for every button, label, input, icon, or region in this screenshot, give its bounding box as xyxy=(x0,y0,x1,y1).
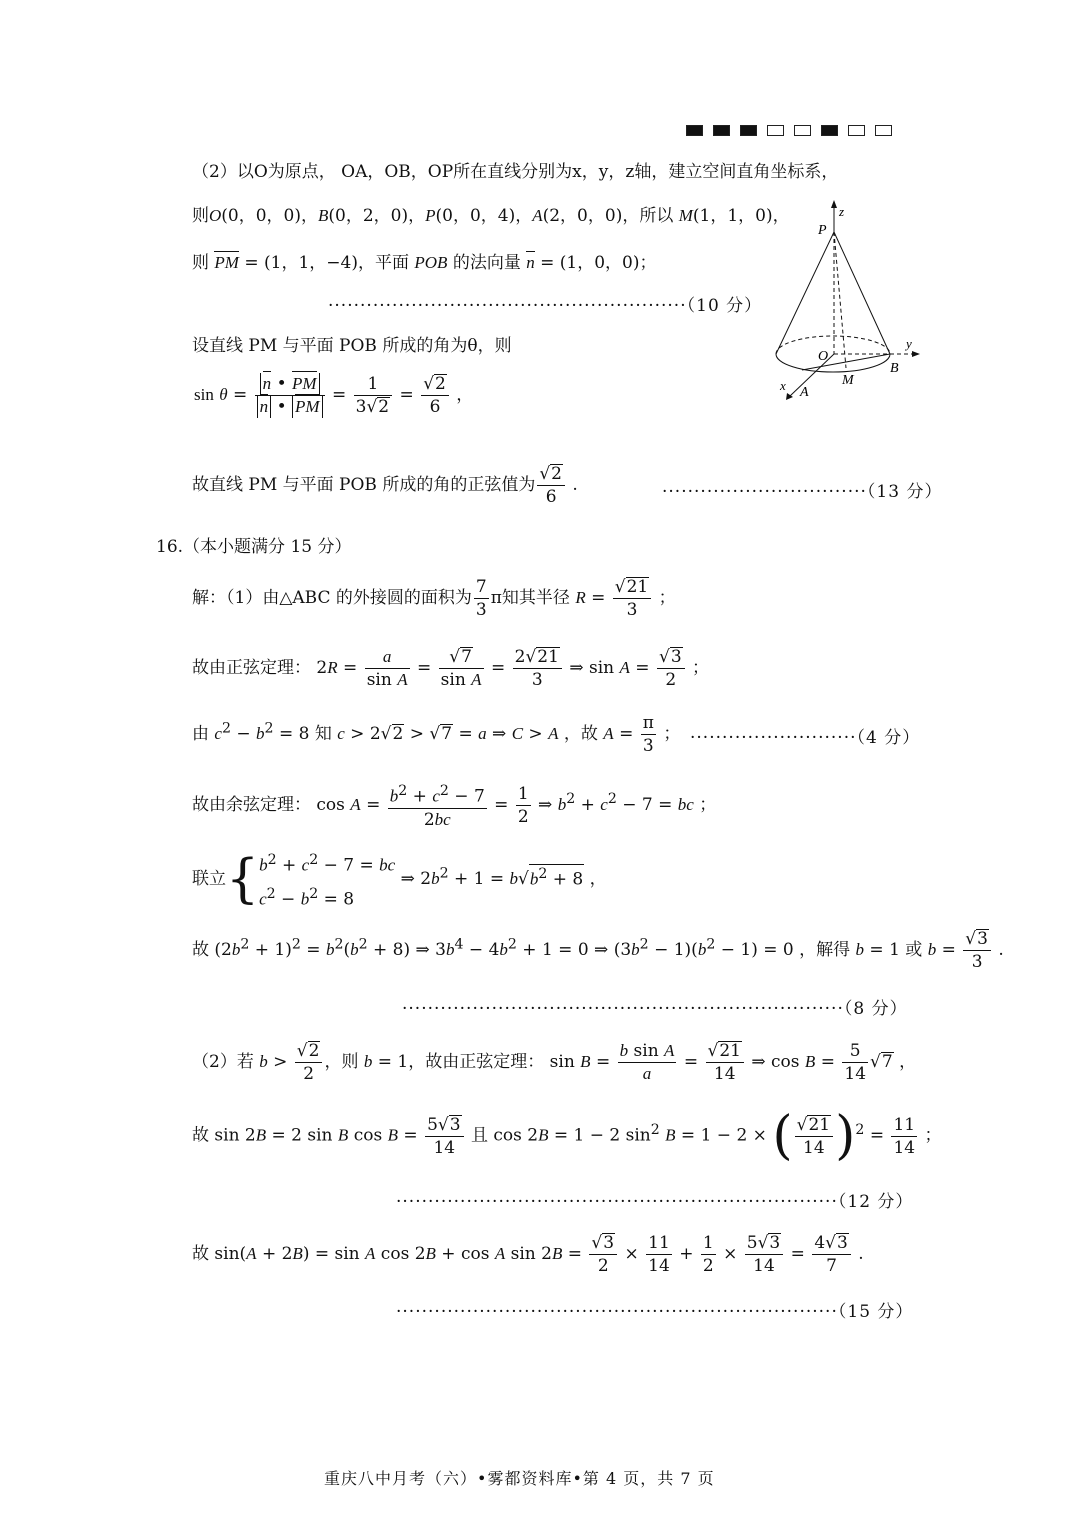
label-P: P xyxy=(818,223,827,238)
page-footer: 重庆八中月考（六）•雾都资料库•第 4 页，共 7 页 xyxy=(324,1469,715,1488)
PM-line xyxy=(834,232,846,368)
set-angle-line: 设直线 PM 与平面 POB 所成的角为θ，则 xyxy=(192,336,512,356)
header-marks xyxy=(676,121,892,141)
header-mark-empty xyxy=(875,125,892,136)
label-x: x xyxy=(780,378,786,393)
part2-intro: （2）以O为原点， OA，OB，OP所在直线分别为x，y，z轴，建立空间直角坐标系， xyxy=(192,162,839,182)
label-y: y xyxy=(906,336,912,351)
sol1-line: 解：（1）由△ABC 的外接圆的面积为 $\frac{7}{3}$ π知其半径 R = $\frac{√21}{3}$ ； xyxy=(192,577,676,620)
label-z: z xyxy=(839,204,845,219)
coordinates-line: 则O(0，0，0)，B(0，2，0)，P(0，0，4)，A(2，0，0)，所以 M(1，1，0)， xyxy=(192,206,790,226)
c-b-line: 由 $c^2 - b^2 = 8$ 知 c > 2√2 > √7 = a ⇒ C > A ，故 A = $\frac{\pi}{3}$ ； xyxy=(192,713,681,756)
header-mark-filled xyxy=(713,125,730,136)
sin-theta-formula: sin θ = $\frac{n • PM}{n • PM}$ = $\frac{1}{3√2}$ = $\frac{√2}{6}$ ， xyxy=(194,374,474,417)
score-dots-12: ·····································································（12 分） xyxy=(396,1192,914,1212)
score-10: （10 分） xyxy=(686,296,763,316)
part2-line: （2）若 b > $\frac{√2}{2}$ ，则 b = 1，故由正弦定理： sin B = $\frac{\text{b sin A}}{a}$ = $\frac{√21}{14}$ ⇒ cos B = $\frac{5}{14}$ √7 ， xyxy=(192,1041,917,1084)
score-13: （13 分） xyxy=(866,482,943,502)
score-8: （8 分） xyxy=(843,999,908,1019)
cone-right-edge xyxy=(834,232,890,354)
system-line: 联立{$b^2 + c^2 - 7$ = bc $c^2 - b^2 = 8$ ⇒ $2b^2 + 1 = b√b^2 + 8$ ， xyxy=(192,849,607,910)
solve-line: 故 $(2b^2 + 1)^2 = b^2(b^2 + 8)$ ⇒ $3b^4 - 4b^2 + 1 = 0$ ⇒ $(3b^2 - 1)(b^2 - 1) = 0$ ，解得 b = 1 或 b = $\frac{√3}{3}$ . xyxy=(192,929,1004,972)
score-dots-10: ························································（10 分） xyxy=(328,296,763,316)
z-arrow xyxy=(831,200,837,208)
y-arrow xyxy=(912,351,920,357)
conclusion-line: 故直线 PM 与平面 POB 所成的角的正弦值为 $\frac{√2}{6}$ . xyxy=(192,464,578,507)
sine-law-line: 故由正弦定理： 2R = $\frac{a}{\text{sin A}}$ = $\frac{√7}{\text{sin A}}$ = $\frac{2√21}{3}$ ⇒ sin A = $\frac{√3}{2}$ ； xyxy=(192,647,710,690)
header-mark-empty xyxy=(794,125,811,136)
header-mark-empty xyxy=(848,125,865,136)
header-mark-filled xyxy=(686,125,703,136)
score-dots-15: ·····································································（15 分） xyxy=(396,1302,914,1322)
sin2b-line: 故 sin 2B = 2 sin B cos B = $\frac{5√3}{14}$ 且 cos 2B = 1 − 2 $\sin^2 B = 1 - 2$ × ( $\frac{√21}{14}$ )$^2$ = $\frac{11}{14}$ ； xyxy=(192,1106,942,1166)
score-12: （12 分） xyxy=(837,1192,914,1212)
score-dots-8: ·····································································（8 分） xyxy=(402,999,908,1019)
score-dots-4: ··························（4 分） xyxy=(690,728,921,748)
score-15: （15 分） xyxy=(837,1302,914,1322)
score-dots-13: ································（13 分） xyxy=(662,482,943,502)
header-mark-filled xyxy=(740,125,757,136)
cone-figure xyxy=(766,196,926,406)
label-M: M xyxy=(842,373,854,388)
cone-left-edge xyxy=(776,232,834,354)
label-B: B xyxy=(890,361,899,376)
label-O: O xyxy=(818,349,829,364)
header-mark-filled xyxy=(821,125,838,136)
vector-line: 则 PM = (1，1，−4)，平面 POB 的法向量 n = (1，0，0)； xyxy=(192,253,657,273)
base-back xyxy=(776,336,890,354)
cos-law-line: 故由余弦定理： cos A = $\frac{b^2 + c^2 - 7}{2bc}$ = $\frac{1}{2}$ ⇒ $b^2 + c^2 - 7$ = bc ； xyxy=(192,780,716,831)
final-line: 故 sin(A + 2B) = sin A cos 2B + cos A sin 2B = $\frac{√3}{2}$ × $\frac{11}{14}$ + $\frac{1}{2}$ × $\frac{5√3}{14}$ = $\frac{4√3}{7}$ . xyxy=(192,1233,864,1276)
score-4: （4 分） xyxy=(856,728,921,748)
label-A: A xyxy=(800,385,809,400)
header-mark-empty xyxy=(767,125,784,136)
q16-title: 16.（本小题满分 15 分） xyxy=(156,537,352,557)
